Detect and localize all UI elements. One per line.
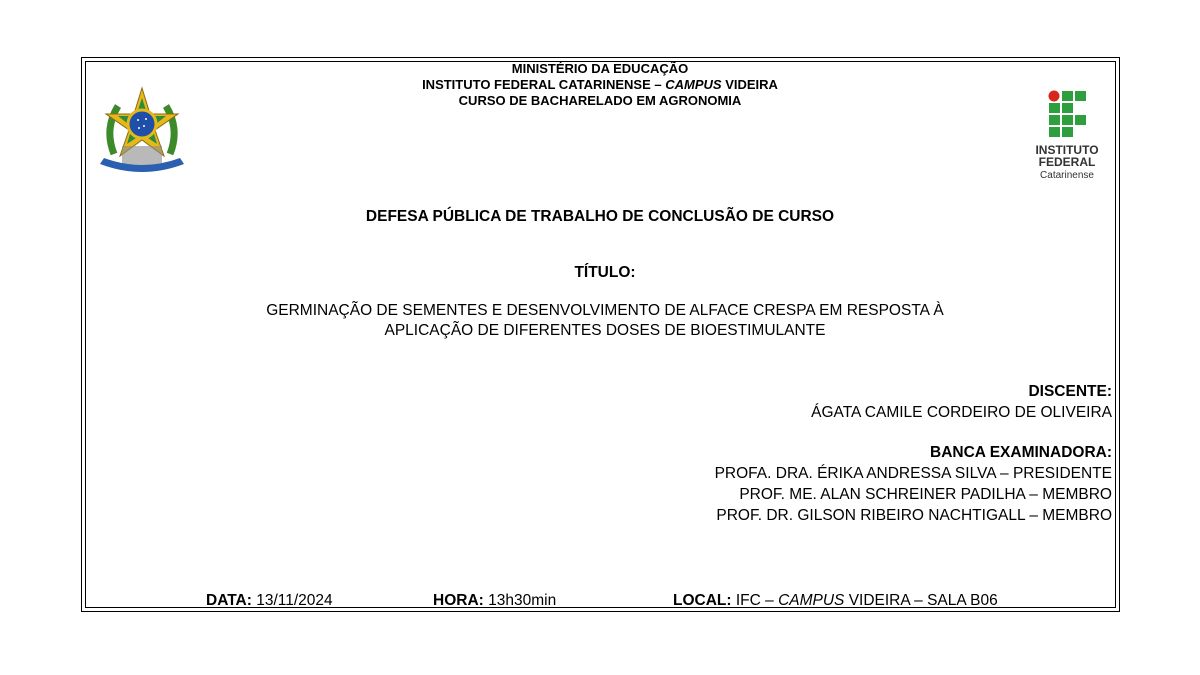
banca-member: PROF. DR. GILSON RIBEIRO NACHTIGALL – MEMBRO bbox=[716, 507, 1112, 524]
banca-block bbox=[715, 442, 1112, 526]
ifc-logo bbox=[1024, 90, 1110, 185]
ifc-subtitle: Catarinense bbox=[1040, 170, 1094, 181]
event-title: DEFESA PÚBLICA DE TRABALHO DE CONCLUSÃO DE CURSO bbox=[365, 208, 835, 225]
discente-label: DISCENTE: bbox=[1028, 383, 1112, 400]
banca-member: PROFA. DRA. ÉRIKA ANDRESSA SILVA – PRESIDENTE bbox=[714, 465, 1112, 482]
ifc-grid-icon bbox=[1048, 90, 1088, 140]
footer-time: HORA: 13h30min bbox=[433, 592, 557, 609]
discente-name: ÁGATA CAMILE CORDEIRO DE OLIVEIRA bbox=[811, 404, 1112, 421]
ministry-line: MINISTÉRIO DA EDUCAÇÃO bbox=[511, 61, 689, 76]
banca-member: PROF. ME. ALAN SCHREINER PADILHA – MEMBRO bbox=[739, 486, 1112, 503]
titulo-label: TÍTULO: bbox=[574, 264, 636, 281]
banca-label: BANCA EXAMINADORA: bbox=[930, 444, 1112, 461]
discente-block bbox=[811, 381, 1112, 423]
course-line: CURSO DE BACHARELADO EM AGRONOMIA bbox=[458, 93, 742, 108]
institute-line: INSTITUTO FEDERAL CATARINENSE – CAMPUS VIDEIRA bbox=[422, 77, 778, 92]
campus-italic: CAMPUS bbox=[665, 77, 722, 92]
footer-date: DATA: 13/11/2024 bbox=[206, 592, 333, 609]
institution-header bbox=[0, 61, 1200, 109]
thesis-title: GERMINAÇÃO DE SEMENTES E DESENVOLVIMENTO DE ALFACE CRESPA EM RESPOSTA À APLICAÇÃO DE DIFERENTES DOSES DE BIOESTIMULANTE bbox=[266, 302, 944, 339]
ifc-name: INSTITUTO FEDERAL bbox=[1035, 143, 1099, 169]
footer-location: LOCAL: IFC – CAMPUS VIDEIRA – SALA B06 bbox=[673, 592, 998, 609]
